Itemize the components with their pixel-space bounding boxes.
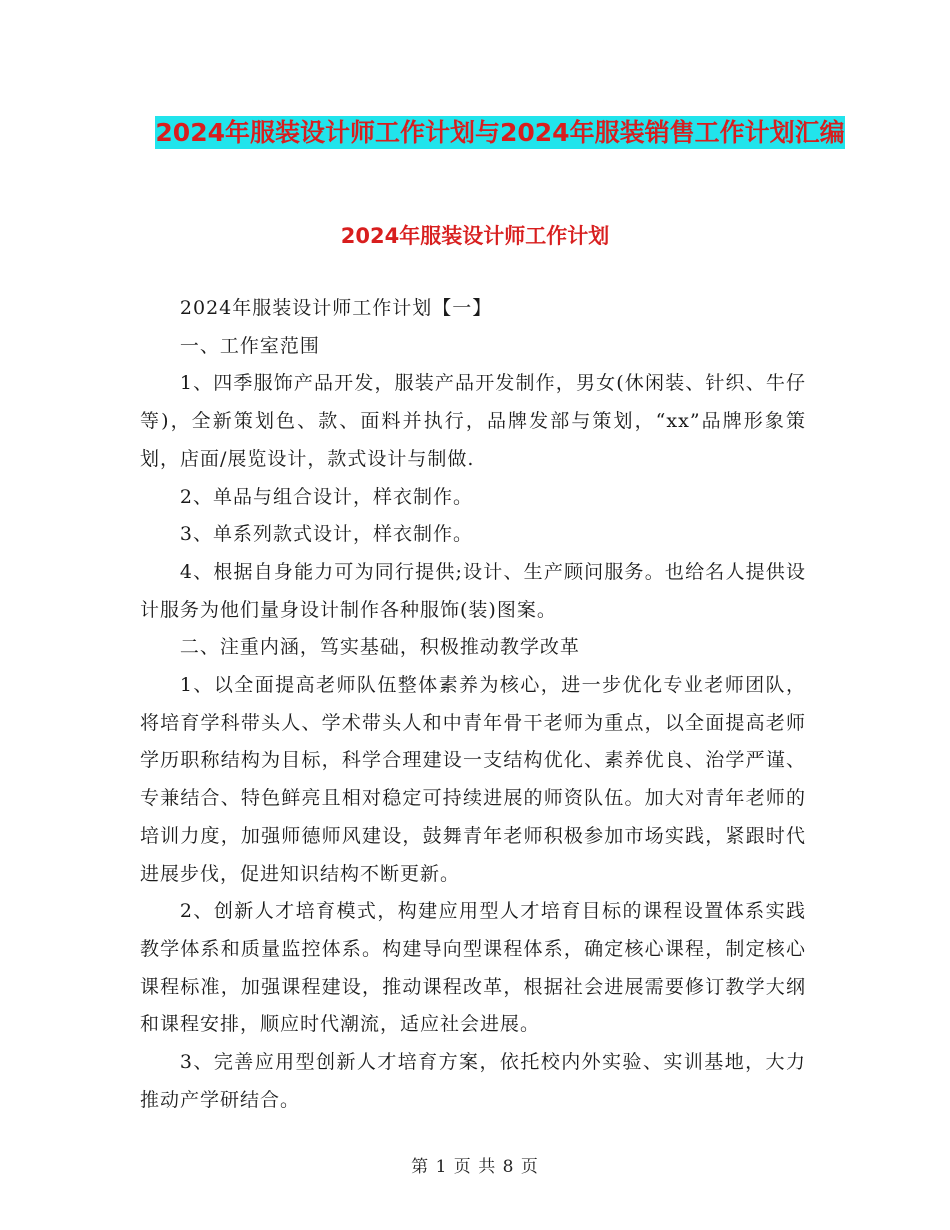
paragraph-section-two-heading: 二、注重内涵，笃实基础，积极推动教学改革: [179, 636, 580, 659]
paragraph-section-two-item-2: 2、创新人才培育模式，构建应用型人才培育目标的课程设置体系实践教学体系和质量监控体系。构建导向型课程体系，确定核心课程，制定核心课程标准，加强课程建设，推动课程改革，根据社会进展需要修订教学大纲和课程安排，顺应时代潮流，适应社会进展。: [140, 900, 806, 1036]
document-body: [140, 290, 806, 1119]
paragraph-item-3: 3、单系列款式设计，样衣制作。: [179, 523, 473, 546]
paragraph-section-two-item-1: 1、以全面提高老师队伍整体素养为核心，进一步优化专业老师团队，将培育学科带头人、学术带头人和中青年骨干老师为重点，以全面提高老师学历职称结构为目标，科学合理建设一支结构优化、素养优良、治学严谨、专兼结合、特色鲜亮且相对稳定可持续进展的师资队伍。加大对青年老师的培训力度，加强师德师风建设，鼓舞青年老师积极参加市场实践，紧跟时代进展步伐，促进知识结构不断更新。: [140, 674, 806, 885]
main-title-highlight: 2024年服装设计师工作计划与2024年服装销售工作计划汇编: [155, 118, 845, 147]
paragraph-item-2: 2、单品与组合设计，样衣制作。: [179, 485, 473, 508]
paragraph-item-4: 4、根据自身能力可为同行提供;设计、生产顾问服务。也给名人提供设计服务为他们量身设计制作各种服饰(装)图案。: [140, 560, 806, 621]
paragraph-section-one-heading: 一、工作室范围: [179, 334, 320, 357]
paragraph-item-1: 1、四季服饰产品开发，服装产品开发制作，男女(休闲装、针织、牛仔等)，全新策划色、款、面料并执行，品牌发部与策划，“xx”品牌形象策划，店面/展览设计，款式设计与制做.: [140, 372, 806, 470]
paragraph-section-two-item-3: 3、完善应用型创新人才培育方案，依托校内外实验、实训基地，大力推动产学研结合。: [140, 1051, 806, 1111]
paragraph-plan-heading: 2024年服装设计师工作计划【一】: [179, 297, 493, 319]
document-main-title: [130, 112, 870, 154]
section-title: 2024年服装设计师工作计划: [340, 224, 610, 248]
page-number-footer: 第 1 页 共 8 页: [411, 1157, 539, 1177]
